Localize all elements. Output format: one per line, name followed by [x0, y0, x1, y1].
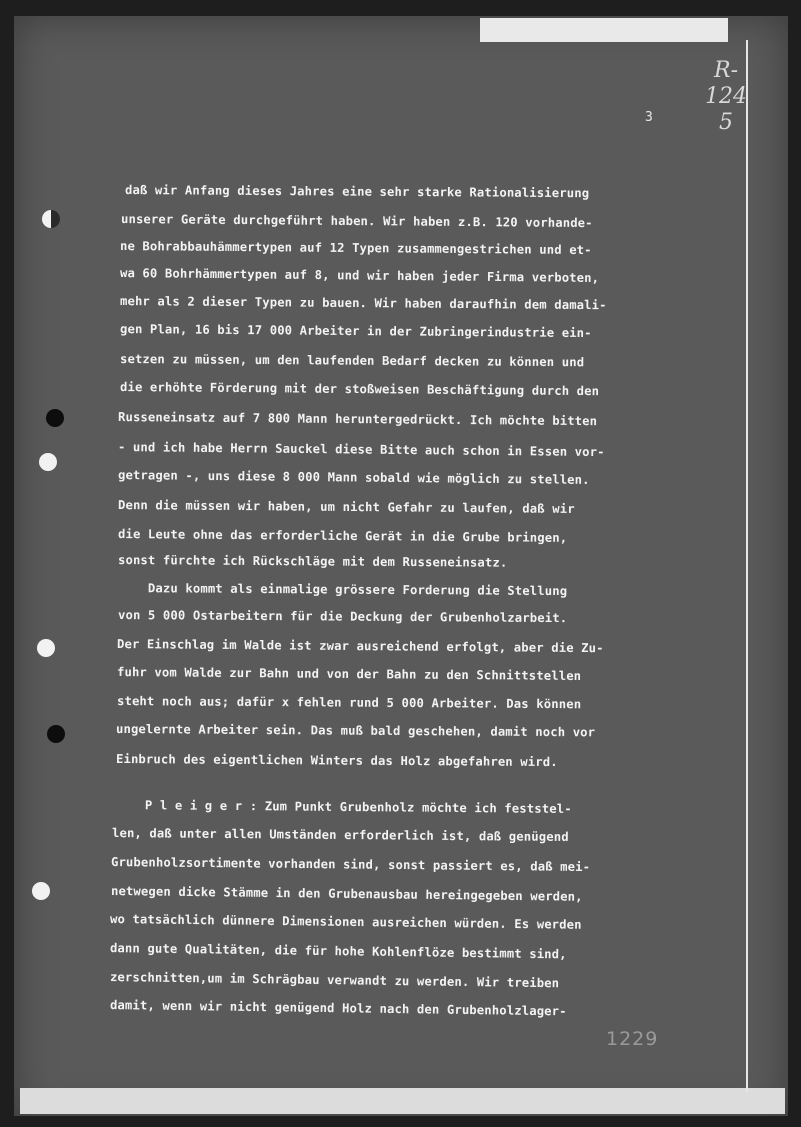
text-line: die erhöhte Förderung mit der stoßweisen Beschäftigung durch den	[119, 380, 600, 399]
text-line: P l e i g e r : Zum Punkt Grubenholz möchte ich feststel-	[114, 798, 572, 816]
text-line: wa 60 Bohrhämmertypen auf 8, und wir haben jeder Firma verboten,	[119, 266, 600, 286]
punch-hole	[47, 725, 65, 743]
handwritten-reference-code: R-124	[705, 58, 747, 109]
text-line: sonst fürchte ich Rückschläge mit dem Russeneinsatz.	[117, 553, 508, 570]
paper-edge-top	[480, 18, 728, 42]
punch-hole	[39, 453, 57, 471]
punch-hole	[37, 639, 55, 657]
text-line: fuhr vom Walde zur Bahn und von der Bahn zu den Schnittstellen	[116, 665, 582, 684]
text-line: Der Einschlag im Walde ist zwar ausreichend erfolgt, aber die Zu-	[116, 637, 604, 656]
text-line: ne Bohrabbauhämmertypen auf 12 Typen zusammengestrichen und et-	[119, 239, 592, 258]
text-line: mehr als 2 dieser Typen zu bauen. Wir haben daraufhin dem damali-	[119, 294, 607, 313]
text-line: ungelernte Arbeiter sein. Das muß bald geschehen, damit noch vor	[115, 722, 596, 740]
text-line: Einbruch des eigentlichen Winters das Holz abgefahren wird.	[115, 752, 558, 770]
text-line: gen Plan, 16 bis 17 000 Arbeiter in der Zubringerindustrie ein-	[119, 322, 592, 341]
text-line: steht noch aus; dafür x fehlen rund 5 000 Arbeiter. Das können	[116, 694, 582, 712]
paper-edge-right	[746, 40, 748, 1092]
handwritten-reference-number: 5	[719, 110, 733, 135]
text-line: Dazu kommt als einmalige grössere Forderung die Stellung	[117, 581, 568, 599]
text-line: Russeneinsatz auf 7 800 Mann heruntergedrückt. Ich möchte bitten	[117, 410, 598, 429]
text-line: die Leute ohne das erforderliche Gerät in die Grube bringen,	[117, 527, 568, 545]
archive-stamp-number: 1229	[606, 1028, 659, 1050]
text-line: damit, wenn wir nicht genügend Holz nach den Grubenholzlager-	[109, 998, 567, 1019]
text-line: von 5 000 Ostarbeitern für die Deckung der Grubenholzarbeit.	[117, 608, 568, 626]
text-line: Denn die müssen wir haben, um nicht Gefahr zu laufen, daß wir	[117, 498, 575, 516]
punch-hole	[46, 409, 64, 427]
paper-edge-bottom	[20, 1088, 785, 1114]
page-number: 3	[645, 110, 653, 125]
text-line: wo tatsächlich dünnere Dimensionen ausreichen würden. Es werden	[109, 912, 582, 932]
text-line: netwegen dicke Stämme in den Grubenausbau hereingegeben werden,	[110, 884, 583, 904]
punch-hole	[32, 882, 50, 900]
text-line: unserer Geräte durchgeführt haben. Wir haben z.B. 120 vorhande-	[120, 212, 593, 231]
text-line: len, daß unter allen Umständen erforderlich ist, daß genügend	[111, 826, 569, 844]
text-line: - und ich habe Herrn Sauckel diese Bitte auch schon in Essen vor-	[117, 440, 605, 460]
text-line: dann gute Qualitäten, die für hohe Kohlenflöze bestimmt sind,	[109, 941, 567, 962]
text-line: zerschnitten,um im Schrägbau verwandt zu werden. Wir treiben	[109, 970, 560, 991]
text-line: Grubenholzsortimente vorhanden sind, sonst passiert es, daß mei-	[110, 855, 591, 875]
text-line: getragen -, uns diese 8 000 Mann sobald wie möglich zu stellen.	[117, 468, 590, 487]
text-line: setzen zu müssen, um den laufenden Bedarf decken zu können und	[119, 352, 585, 370]
punch-hole	[42, 210, 60, 228]
text-line: daß wir Anfang dieses Jahres eine sehr starke Rationalisierung	[124, 183, 590, 201]
handwritten-reference	[694, 58, 758, 136]
